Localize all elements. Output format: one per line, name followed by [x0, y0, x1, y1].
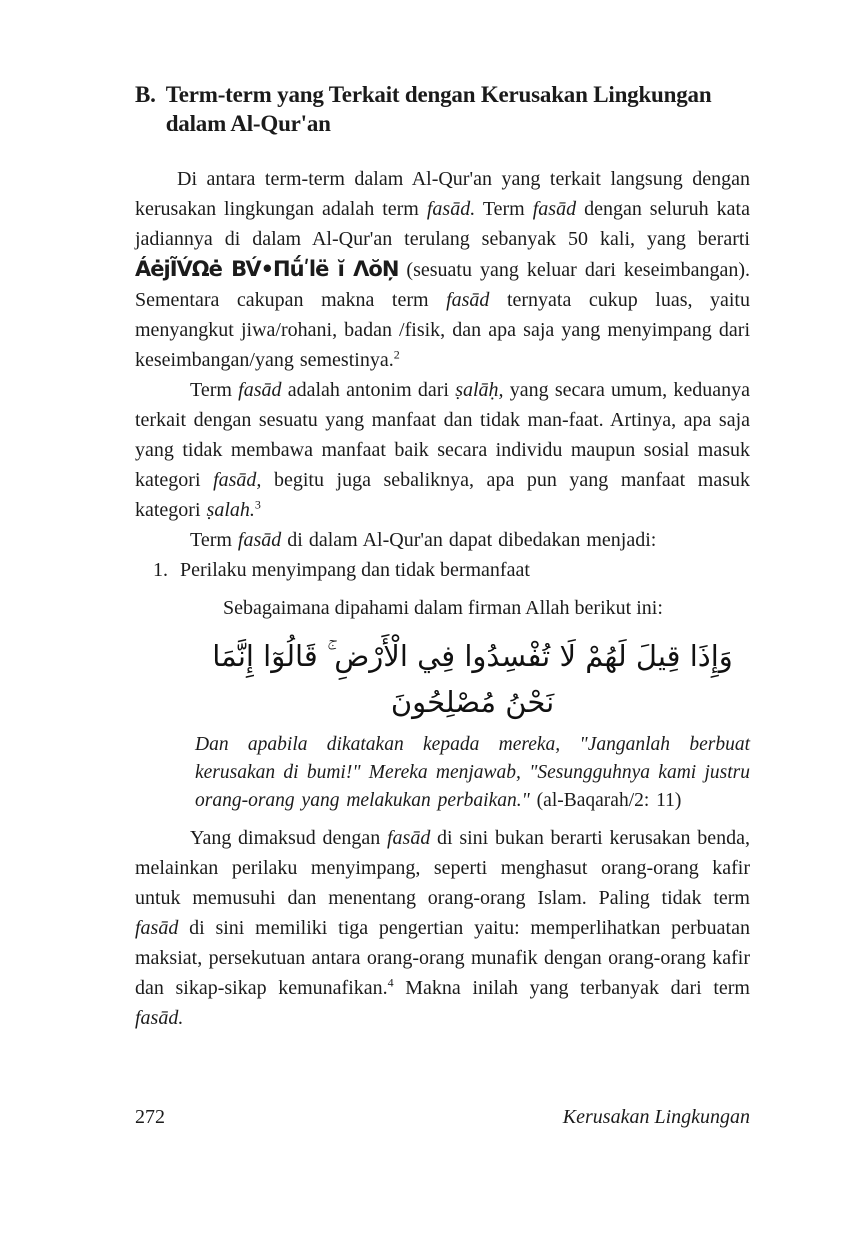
- quran-intro-line: Sebagaimana dipahami dalam firman Allah berikut ini:: [223, 597, 663, 619]
- paragraph-classification-intro: Term fasād di dalam Al-Qur'an dapat dibedakan menjadi:: [190, 529, 657, 551]
- list-item-text: Perilaku menyimpang dan tidak bermanfaat: [180, 559, 530, 581]
- page-number: 272: [135, 1106, 165, 1128]
- verse-translation: Dan apabila dikatakan kepada mereka, "Janganlah berbuat kerusakan di bumi!" Mereka menjawab, "Sesungguhnya kami justru orang-orang yang melakukan perbaikan." (al-Baqarah/2: 11): [195, 734, 750, 811]
- list-item-number: 1.: [153, 559, 168, 581]
- section-title: Term-term yang Terkait dengan Kerusakan Lingkungan dalam Al-Qur'an: [165, 82, 712, 136]
- running-title: Kerusakan Lingkungan: [562, 1106, 750, 1128]
- page-footer: [135, 1106, 750, 1129]
- paragraph-fasad-intro: Di antara term-term dalam Al-Qur'an yang terkait langsung dengan kerusakan lingkungan adalah term fasād. Term fasād dengan seluruh kata jadiannya di dalam Al-Qur'an terulang sebanyak 50 kali, yang berarti ÁėjĨV́Ωė BV́•Πū́ʹlë ĭ ΛŏŅ (sesuatu yang keluar dari keseimbangan). Sementara cakupan makna term fasād ternyata cukup luas, yaitu menyangkut jiwa/rohani, badan /fisik, dan apa saja yang menyimpang dari keseimbangan/yang semestinya.$^2$: [135, 168, 750, 371]
- section-label: B.: [135, 82, 156, 107]
- section-heading: [135, 80, 750, 138]
- list-item-1: [153, 555, 750, 585]
- paragraph-fasad-antonym: Term fasād adalah antonim dari ṣalāḥ, yang secara umum, keduanya terkait dengan sesuatu yang manfaat dan tidak man-faat. Artinya, apa saja yang tidak membawa manfaat baik secara individu maupun sosial masuk kategori fasād, begitu juga sebaliknya, apa pun yang manfaat masuk kategori ṣalah.$^3$: [135, 379, 751, 521]
- paragraph-fasad-meaning: Yang dimaksud dengan fasād di sini bukan berarti kerusakan benda, melainkan perilaku menyimpang, seperti menghasut orang-orang kafir untuk memusuhi dan menentang orang-orang Islam. Paling tidak term fasād di sini memiliki tiga pengertian yaitu: memperlihatkan perbuatan maksiat, persekutuan antara orang-orang munafik dengan orang-orang kafir dan sikap-sikap kemunafikan.$^4$ Makna inilah yang terbanyak dari term fasād.: [135, 827, 750, 1029]
- arabic-verse: وَإِذَا قِيلَ لَهُمْ لَا تُفْسِدُوا فِي الْأَرْضِ ۚ قَالُوٓا إِنَّمَا نَحْنُ مُصْلِحُونَ: [212, 639, 733, 719]
